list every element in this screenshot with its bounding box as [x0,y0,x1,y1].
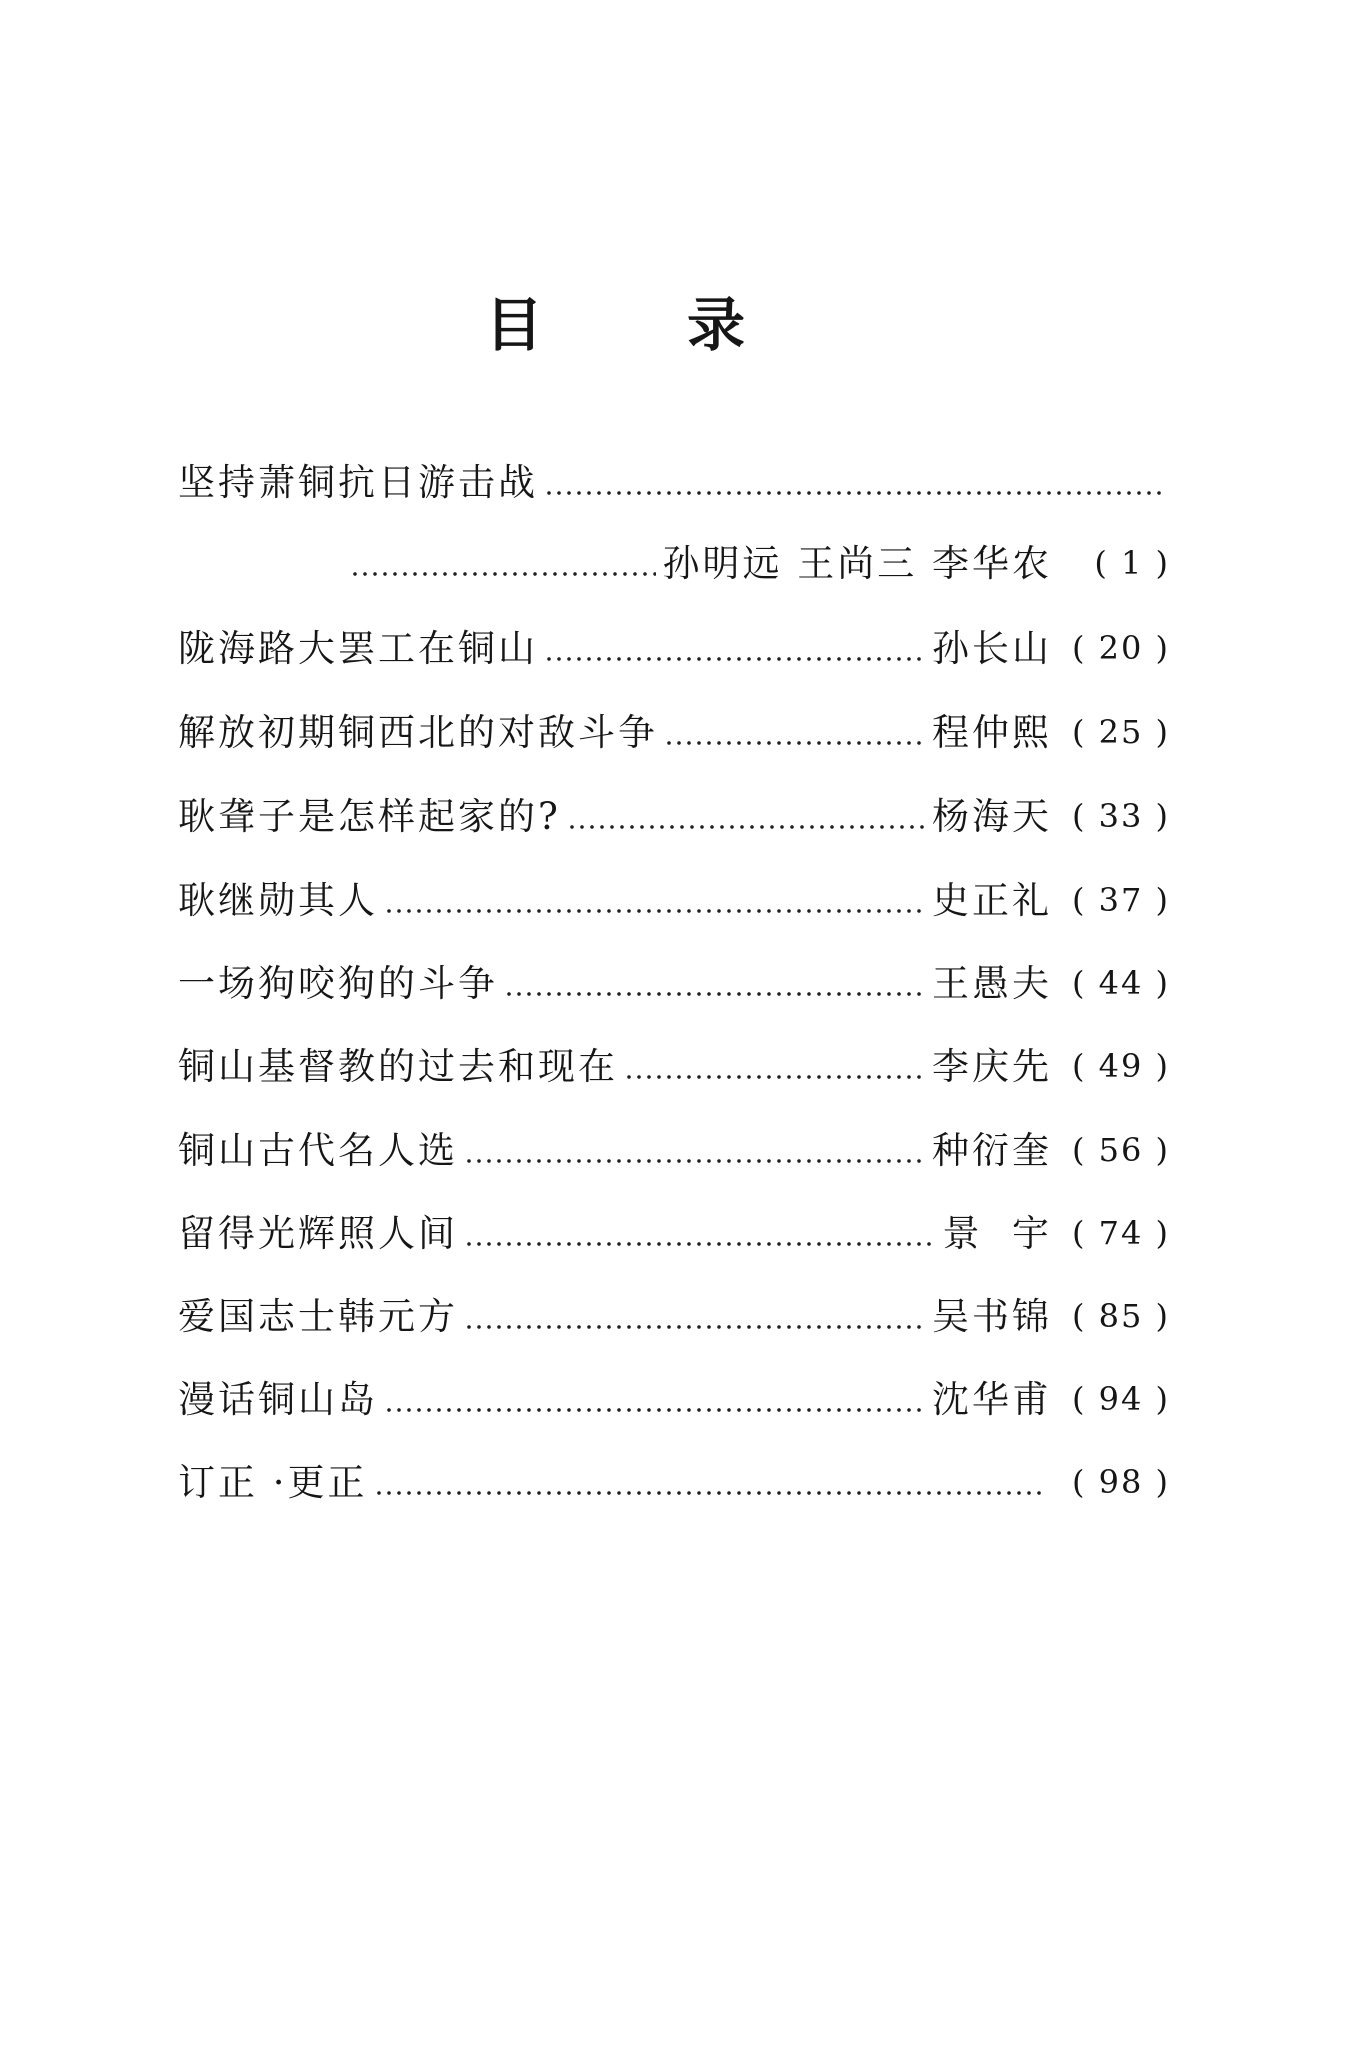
toc-entry-title: 耿继勋其人 [178,878,378,922]
toc-entry-page: ( 25 ) [1071,713,1170,751]
toc-entry-title: 解放初期铜西北的对敌斗争 [178,710,658,754]
dot-leader [350,571,656,577]
dot-leader [384,1407,926,1413]
toc-entry-author: 种衍奎 [932,1128,1052,1172]
toc-entry-title: 漫话铜山岛 [178,1377,378,1421]
toc-entry [178,1036,1170,1096]
toc-entry-page: ( 94 ) [1071,1380,1170,1418]
toc-entry-author: 王愚夫 [932,961,1052,1005]
toc-entry [178,1203,1170,1263]
toc-entry [178,786,1170,846]
page-title-char-2: 录 [686,291,745,359]
toc-entry [178,452,1170,512]
toc-entry-author: 景 宇 [942,1211,1052,1255]
toc-entry-title: 爱国志士韩元方 [178,1294,458,1338]
toc-entry [178,618,1170,678]
toc-entry-title: 留得光辉照人间 [178,1211,458,1255]
toc-entry-title: 铜山基督教的过去和现在 [178,1044,618,1088]
toc-entry [178,953,1170,1013]
toc-entry-title: 铜山古代名人选 [178,1128,458,1172]
dot-leader [664,740,926,746]
dot-leader [544,490,1164,496]
toc-entry-page: ( 20 ) [1071,629,1170,667]
toc-entry-title: 陇海路大罢工在铜山 [178,626,538,670]
dot-leader [464,1158,926,1164]
toc-entry-title: 坚持萧铜抗日游击战 [178,460,538,504]
toc-entry-page: ( 74 ) [1071,1214,1170,1252]
toc-entry [178,1120,1170,1180]
toc-entry-author: 沈华甫 [932,1377,1052,1421]
toc-entry [178,702,1170,762]
toc-entry-author: 吴书锦 [932,1294,1052,1338]
toc-entry-author: 杨海天 [932,794,1052,838]
dot-leader [374,1490,1046,1496]
toc-entry-title: 一场狗咬狗的斗争 [178,961,498,1005]
toc-entry-page: ( 1 ) [1094,544,1170,582]
toc-entry-title: 耿聋子是怎样起家的? [178,794,561,838]
toc-entry-page: ( 33 ) [1071,797,1170,835]
toc-entry-page: ( 85 ) [1071,1297,1170,1335]
dot-leader [504,991,926,997]
toc-entry-page: ( 44 ) [1071,964,1170,1002]
toc-entry [178,1286,1170,1346]
page-title-char-1: 目 [485,291,544,359]
dot-leader [544,656,926,662]
toc-entry [178,1452,1170,1512]
toc-entry-author: 孙明远 王尚三 李华农 [662,541,1052,585]
dot-leader [384,908,926,914]
toc-entry-author: 程仲熙 [932,710,1052,754]
dot-leader [464,1241,936,1247]
toc-entry-author: 李庆先 [932,1044,1052,1088]
toc-entry-page: ( 37 ) [1071,881,1170,919]
dot-leader [567,824,926,830]
toc-entry-title: 订正 ·更正 [178,1460,368,1504]
toc-entry-page: ( 49 ) [1071,1047,1170,1085]
toc-entry [178,870,1170,930]
toc-entry [178,1369,1170,1429]
toc-entry-continuation [350,533,1170,593]
toc-entry-author: 史正礼 [932,878,1052,922]
dot-leader [624,1074,926,1080]
dot-leader [464,1324,926,1330]
toc-entry-page: ( 56 ) [1071,1131,1170,1169]
toc-entry-page: ( 98 ) [1071,1463,1170,1501]
toc-entry-author: 孙长山 [932,626,1052,670]
